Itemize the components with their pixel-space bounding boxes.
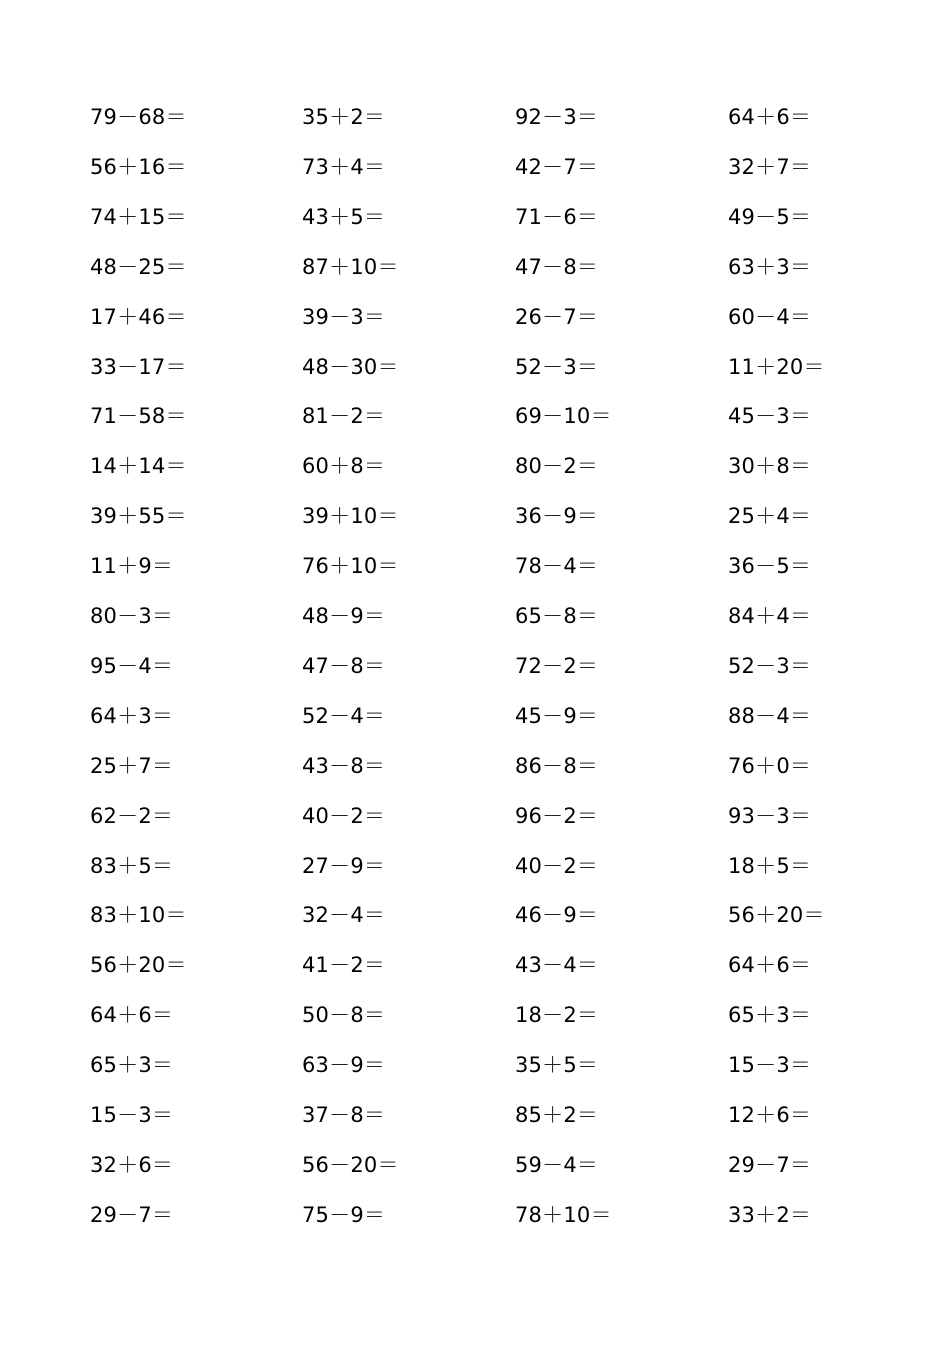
arithmetic-problem: 83＋5＝ <box>90 853 174 878</box>
arithmetic-problem: 84＋4＝ <box>728 604 812 628</box>
problem-row <box>0 1100 950 1130</box>
problem-row <box>0 950 950 980</box>
arithmetic-problem: 60＋8＝ <box>302 454 386 479</box>
arithmetic-problem: 33－17＝ <box>90 354 187 379</box>
arithmetic-problem: 47－8＝ <box>515 254 599 279</box>
arithmetic-problem: 64＋6＝ <box>90 1003 174 1028</box>
arithmetic-problem: 25＋7＝ <box>90 753 174 778</box>
arithmetic-problem: 26－7＝ <box>515 304 599 329</box>
problem-row <box>0 102 950 132</box>
arithmetic-problem: 15－3＝ <box>90 1103 174 1127</box>
arithmetic-problem: 81－2＝ <box>302 404 386 429</box>
arithmetic-problem: 52－3＝ <box>515 354 599 379</box>
problem-row <box>0 401 950 431</box>
arithmetic-problem: 29－7＝ <box>90 1202 174 1227</box>
arithmetic-problem: 48－30＝ <box>302 354 399 379</box>
problem-row <box>0 900 950 930</box>
arithmetic-problem: 65－8＝ <box>515 604 599 628</box>
arithmetic-problem: 79－68＝ <box>90 105 187 129</box>
arithmetic-problem: 95－4＝ <box>90 653 174 678</box>
arithmetic-problem: 35＋5＝ <box>515 1053 599 1078</box>
arithmetic-problem: 64＋3＝ <box>90 703 174 728</box>
arithmetic-problem: 47－8＝ <box>302 653 386 678</box>
arithmetic-problem: 32＋7＝ <box>728 154 812 179</box>
problem-row <box>0 801 950 831</box>
arithmetic-problem: 48－25＝ <box>90 254 187 279</box>
arithmetic-problem: 87＋10＝ <box>302 254 399 279</box>
arithmetic-problem: 71－6＝ <box>515 204 599 229</box>
arithmetic-problem: 76＋0＝ <box>728 753 812 778</box>
arithmetic-problem: 43－8＝ <box>302 753 386 778</box>
arithmetic-problem: 25＋4＝ <box>728 504 812 529</box>
problem-row <box>0 451 950 481</box>
arithmetic-problem: 69－10＝ <box>515 404 612 429</box>
problem-row <box>0 302 950 332</box>
arithmetic-problem: 56＋16＝ <box>90 154 187 179</box>
arithmetic-problem: 35＋2＝ <box>302 105 386 129</box>
arithmetic-problem: 45－3＝ <box>728 404 812 429</box>
arithmetic-problem: 93－3＝ <box>728 803 812 828</box>
arithmetic-problem: 64＋6＝ <box>728 953 812 978</box>
arithmetic-problem: 75－9＝ <box>302 1202 386 1227</box>
arithmetic-problem: 86－8＝ <box>515 753 599 778</box>
problem-row <box>0 601 950 631</box>
arithmetic-problem: 48－9＝ <box>302 604 386 628</box>
arithmetic-problem: 43＋5＝ <box>302 204 386 229</box>
arithmetic-problem: 43－4＝ <box>515 953 599 978</box>
arithmetic-problem: 63＋3＝ <box>728 254 812 279</box>
problem-row <box>0 651 950 681</box>
arithmetic-problem: 12＋6＝ <box>728 1103 812 1127</box>
problem-row <box>0 701 950 731</box>
arithmetic-problem: 30＋8＝ <box>728 454 812 479</box>
arithmetic-problem: 39－3＝ <box>302 304 386 329</box>
arithmetic-problem: 72－2＝ <box>515 653 599 678</box>
arithmetic-problem: 96－2＝ <box>515 803 599 828</box>
arithmetic-problem: 56＋20＝ <box>728 903 825 928</box>
arithmetic-problem: 49－5＝ <box>728 204 812 229</box>
arithmetic-problem: 40－2＝ <box>302 803 386 828</box>
arithmetic-problem: 78＋10＝ <box>515 1202 612 1227</box>
arithmetic-problem: 80－3＝ <box>90 604 174 628</box>
arithmetic-problem: 11＋9＝ <box>90 554 174 579</box>
arithmetic-problem: 36－9＝ <box>515 504 599 529</box>
problem-row <box>0 252 950 282</box>
arithmetic-problem: 46－9＝ <box>515 903 599 928</box>
arithmetic-problem: 59－4＝ <box>515 1152 599 1177</box>
arithmetic-problem: 42－7＝ <box>515 154 599 179</box>
arithmetic-problem: 14＋14＝ <box>90 454 187 479</box>
problem-row <box>0 501 950 531</box>
problem-row <box>0 1050 950 1080</box>
arithmetic-problem: 85＋2＝ <box>515 1103 599 1127</box>
arithmetic-problem: 65＋3＝ <box>728 1003 812 1028</box>
arithmetic-problem: 41－2＝ <box>302 953 386 978</box>
arithmetic-problem: 56－20＝ <box>302 1152 399 1177</box>
arithmetic-problem: 60－4＝ <box>728 304 812 329</box>
arithmetic-problem: 52－3＝ <box>728 653 812 678</box>
problem-row <box>0 851 950 881</box>
arithmetic-problem: 88－4＝ <box>728 703 812 728</box>
arithmetic-problem: 64＋6＝ <box>728 105 812 129</box>
problem-row <box>0 1000 950 1030</box>
arithmetic-problem: 39＋55＝ <box>90 504 187 529</box>
problem-row <box>0 152 950 182</box>
arithmetic-problem: 32＋6＝ <box>90 1152 174 1177</box>
arithmetic-problem: 92－3＝ <box>515 105 599 129</box>
problem-row <box>0 352 950 382</box>
arithmetic-problem: 27－9＝ <box>302 853 386 878</box>
arithmetic-problem: 45－9＝ <box>515 703 599 728</box>
problem-row <box>0 1200 950 1230</box>
arithmetic-problem: 11＋20＝ <box>728 354 825 379</box>
arithmetic-problem: 37－8＝ <box>302 1103 386 1127</box>
arithmetic-problem: 83＋10＝ <box>90 903 187 928</box>
arithmetic-problem: 74＋15＝ <box>90 204 187 229</box>
arithmetic-problem: 76＋10＝ <box>302 554 399 579</box>
arithmetic-problem: 50－8＝ <box>302 1003 386 1028</box>
arithmetic-problem: 36－5＝ <box>728 554 812 579</box>
arithmetic-problem: 32－4＝ <box>302 903 386 928</box>
problem-row <box>0 551 950 581</box>
arithmetic-problem: 80－2＝ <box>515 454 599 479</box>
arithmetic-problem: 29－7＝ <box>728 1152 812 1177</box>
arithmetic-problem: 71－58＝ <box>90 404 187 429</box>
arithmetic-problem: 18＋5＝ <box>728 853 812 878</box>
arithmetic-problem: 56＋20＝ <box>90 953 187 978</box>
arithmetic-problem: 40－2＝ <box>515 853 599 878</box>
arithmetic-problem: 52－4＝ <box>302 703 386 728</box>
arithmetic-problem: 65＋3＝ <box>90 1053 174 1078</box>
arithmetic-problem: 15－3＝ <box>728 1053 812 1078</box>
arithmetic-problem: 62－2＝ <box>90 803 174 828</box>
arithmetic-problem: 39＋10＝ <box>302 504 399 529</box>
arithmetic-problem: 18－2＝ <box>515 1003 599 1028</box>
arithmetic-problem: 63－9＝ <box>302 1053 386 1078</box>
problem-row <box>0 202 950 232</box>
arithmetic-problem: 78－4＝ <box>515 554 599 579</box>
problem-row <box>0 751 950 781</box>
problem-row <box>0 1150 950 1180</box>
arithmetic-problem: 17＋46＝ <box>90 304 187 329</box>
arithmetic-problem: 73＋4＝ <box>302 154 386 179</box>
arithmetic-problem: 33＋2＝ <box>728 1202 812 1227</box>
